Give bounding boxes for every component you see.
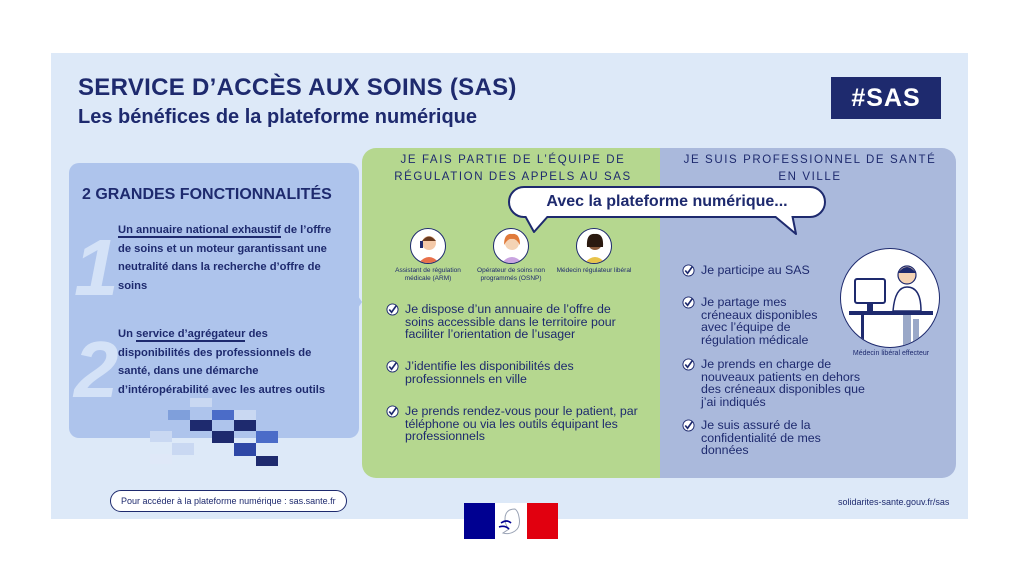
check-icon xyxy=(682,419,695,432)
regulation-item-1-text: Je dispose d’un annuaire de l’offre de soins accessible dans le territoire pour faciliter l’orientation de l’usager xyxy=(405,302,616,342)
arrow-right-icon xyxy=(330,254,362,350)
feature-2-highlight: service d’agrégateur xyxy=(136,328,246,340)
regulation-item-1 xyxy=(386,303,636,341)
speech-bubble: Avec la plateforme numérique... xyxy=(508,186,826,218)
regulation-item-3 xyxy=(386,405,641,443)
page-title: SERVICE D’ACCÈS AUX SOINS (SAS) xyxy=(78,74,517,101)
regulation-item-2-text: J’identifie les disponibilités des professionnels en ville xyxy=(405,359,574,386)
persona-osnp-label: Opérateur de soins non programmés (OSNP) xyxy=(477,267,545,282)
persona-medecin-regulateur xyxy=(552,228,636,275)
persona-regulateur-label: Médecin régulateur libéral xyxy=(556,267,632,274)
flag-blue-stripe xyxy=(464,503,495,539)
hashtag-badge: #SAS xyxy=(831,77,941,119)
checker-decoration xyxy=(150,398,290,468)
arm-avatar-icon xyxy=(410,228,446,264)
doctor-label: Médecin libéral effecteur xyxy=(852,350,930,357)
republique-francaise-logo xyxy=(464,503,558,539)
professional-item-3-text: Je prends en charge de nouveaux patients en dehors des créneaux disponibles que j’ai indiqués xyxy=(701,357,865,409)
page-subtitle: Les bénéfices de la plateforme numérique xyxy=(78,106,478,128)
flag-red-stripe xyxy=(527,503,558,539)
professional-heading: JE SUIS PROFESSIONNEL DE SANTÉ EN VILLE xyxy=(683,154,937,183)
feature-1-text xyxy=(118,221,333,295)
regulateur-avatar-icon xyxy=(576,228,612,264)
persona-arm xyxy=(395,228,461,283)
doctor-illustration-icon xyxy=(840,248,940,348)
check-icon xyxy=(682,358,695,371)
persona-osnp xyxy=(474,228,548,283)
access-link[interactable]: Pour accéder à la plateforme numérique : sas.sante.fr xyxy=(110,490,347,512)
check-icon xyxy=(386,405,399,418)
marianne-profile-icon xyxy=(495,503,527,539)
check-icon xyxy=(682,296,695,309)
professional-item-2 xyxy=(682,296,832,346)
feature-1-highlight: Un annuaire national exhaustif xyxy=(118,224,281,236)
check-icon xyxy=(386,303,399,316)
professional-item-1 xyxy=(682,264,832,277)
flag-white-stripe xyxy=(495,503,527,539)
check-icon xyxy=(386,360,399,373)
professional-item-3 xyxy=(682,358,872,408)
professional-item-2-text: Je partage mes créneaux disponibles avec l’équipe de régulation médicale xyxy=(701,295,818,347)
features-title: 2 GRANDES FONCTIONNALITÉS xyxy=(82,186,332,203)
regulation-heading: JE FAIS PARTIE DE L’ÉQUIPE DE RÉGULATION DES APPELS AU SAS xyxy=(394,154,632,183)
osnp-avatar-icon xyxy=(493,228,529,264)
regulation-item-2 xyxy=(386,360,636,385)
feature-2-prefix: Un xyxy=(118,328,137,340)
feature-number-2: 2 xyxy=(74,325,119,414)
regulation-item-3-text: Je prends rendez-vous pour le patient, par téléphone ou via les outils équipant les professionnels xyxy=(405,404,638,444)
persona-arm-label: Assistant de régulation médicale (ARM) xyxy=(395,267,461,282)
feature-2-rest: des disponibilités des professionnels de santé, dans une démarche d’intéropérabilité avec les autres outils xyxy=(118,328,326,396)
professional-item-4 xyxy=(682,419,832,457)
feature-number-1: 1 xyxy=(74,223,119,312)
feature-1-rest: de l’offre de soins et un moteur garantissant une neutralité dans la recherche d’offre de soins xyxy=(118,224,332,292)
check-icon xyxy=(682,264,695,277)
professional-item-1-text: Je participe au SAS xyxy=(701,263,810,277)
bubble-tail-right-icon xyxy=(766,214,806,236)
feature-2-text xyxy=(118,325,333,399)
professional-item-4-text: Je suis assuré de la confidentialité de mes données xyxy=(701,418,821,458)
footer-url[interactable]: solidarites-sante.gouv.fr/sas xyxy=(838,497,950,507)
